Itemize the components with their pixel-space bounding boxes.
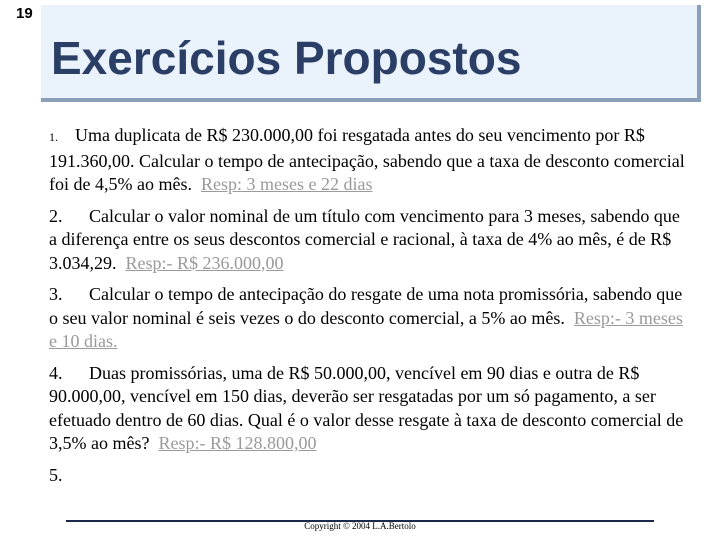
exercise-item — [49, 283, 689, 354]
exercise-number: 3. — [49, 284, 63, 304]
exercise-text: Calcular o valor nominal de um título com vencimento para 3 meses, sabendo que a diferença entre os seus descontos comercial e racional, à taxa de 4% ao mês, é de R$ 3.034,29. — [49, 205, 680, 273]
exercise-answer: Resp: 3 meses e 22 dias — [200, 174, 373, 194]
exercise-answer: Resp:- 3 meses e 10 dias. — [49, 307, 683, 351]
exercise-answer: Resp:- R$ 128.800,00 — [158, 433, 317, 453]
exercise-text: Calcular o tempo de antecipação do resgate de uma nota promissória, sabendo que o seu valor nominal é seis vezes o do desconto comercial, a 5% ao mês. — [49, 284, 683, 328]
exercise-number: 2. — [49, 205, 63, 226]
title-banner — [41, 5, 701, 102]
exercise-number: 1. — [49, 130, 58, 144]
exercise-item — [49, 362, 689, 456]
exercise-text: Uma duplicata de R$ 230.000,00 foi resgatada antes do seu vencimento por R$ 191.360,00. Calcular o tempo de antecipação, sabendo que a taxa de desconto comercial foi de 4,5% ao mês. — [49, 125, 685, 194]
exercise-answer: Resp:- R$ 236.000,00 — [125, 252, 284, 273]
exercise-item — [49, 205, 689, 276]
exercise-text: Duas promissórias, uma de R$ 50.000,00, vencível em 90 dias e outra de R$ 90.000,00, vencível em 150 dias, deverão ser resgatadas por um só pagamento, a ser efetuado dentro de 60 dias. Qual é o valor desse resgate à taxa de desconto comercial de 3,5% ao mês? — [49, 362, 684, 453]
exercise-number: 5. — [49, 464, 63, 485]
exercise-item — [49, 464, 689, 488]
slide-number: 19 — [16, 5, 33, 22]
exercise-list — [49, 124, 689, 495]
footer-copyright: Copyright © 2004 L.A.Bertolo — [304, 521, 416, 531]
exercise-number: 4. — [49, 362, 63, 383]
page-title: Exercícios Propostos — [51, 32, 522, 84]
exercise-item — [49, 124, 689, 197]
